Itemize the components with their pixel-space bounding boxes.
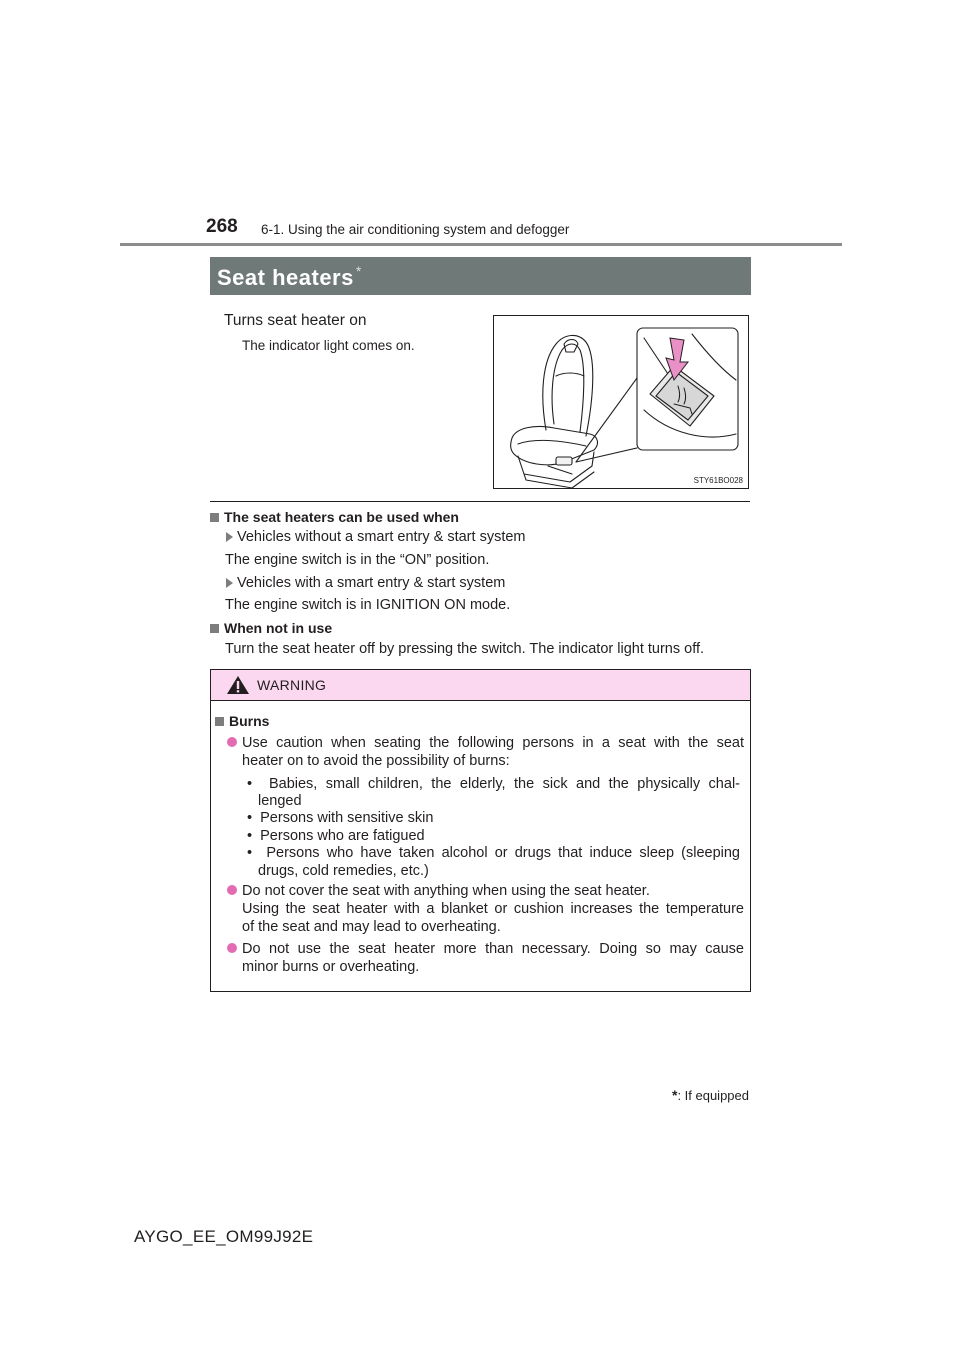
person-item-3: • Persons who are fatigued (247, 828, 425, 844)
info-heading-not-in-use (210, 620, 332, 636)
person-item-1-line-2: lenged (258, 793, 302, 809)
warning-bullet-1-text: Use caution when seating the following persons in a seat with the seat (242, 735, 744, 751)
section-equipped-marker: * (355, 263, 362, 279)
person-item-2-text: Persons with sensitive skin (260, 810, 434, 826)
condition-without-smart-entry-text: Vehicles without a smart entry & start system (237, 529, 526, 545)
warning-bullet-2-line-3: of the seat and may lead to overheating. (242, 919, 501, 935)
step-text: Turns seat heater on (224, 312, 367, 329)
pink-bullet-icon (227, 737, 237, 747)
warning-bullet-1-line-2: heater on to avoid the possibility of burns: (242, 753, 510, 769)
footnote-text: : If equipped (677, 1088, 749, 1103)
warning-bullet-2-line-2: Using the seat heater with a blanket or cushion increases the temperature (242, 901, 744, 917)
footnote (672, 1087, 749, 1103)
warning-header (211, 670, 750, 701)
square-bullet-icon (210, 513, 219, 522)
page-number: 268 (206, 216, 238, 237)
person-item-3-text: Persons who are fatigued (260, 828, 425, 844)
person-item-1-text: Babies, small children, the elderly, the sick and the physically chal- (268, 776, 740, 792)
condition-without-smart-entry-detail: The engine switch is in the “ON” position. (225, 552, 490, 568)
square-bullet-icon (210, 624, 219, 633)
square-bullet-icon (215, 717, 224, 726)
seat-heater-figure (493, 315, 749, 489)
seat-illustration-icon (494, 316, 750, 490)
person-item-4-line-1: • Persons who have taken alcohol or drugs that induce sleep (sleeping (247, 845, 740, 861)
person-item-4-line-2: drugs, cold remedies, etc.) (258, 863, 429, 879)
warning-bullet-2-line-1 (227, 882, 650, 900)
triangle-bullet-icon (226, 578, 233, 588)
pink-bullet-icon (227, 943, 237, 953)
pink-bullet-icon (227, 885, 237, 895)
footnote-marker: * (671, 1087, 678, 1103)
divider-rule (210, 501, 750, 502)
warning-heading-burns-text: Burns (229, 713, 270, 729)
section-bar (210, 257, 751, 295)
triangle-bullet-icon (226, 532, 233, 542)
header-rule (120, 243, 842, 246)
document-code: AYGO_EE_OM99J92E (134, 1227, 314, 1246)
person-item-1-line-1: • Babies, small children, the elderly, the sick and the physically chal- (247, 776, 740, 792)
warning-bullet-3-text: Do not use the seat heater more than necessary. Doing so may cause (242, 941, 744, 957)
chapter-title: 6-1. Using the air conditioning system and defogger (261, 222, 570, 237)
condition-without-smart-entry (226, 529, 526, 545)
not-in-use-detail: Turn the seat heater off by pressing the switch. The indicator light turns off. (225, 641, 705, 657)
warning-bullet-3-line-2: minor burns or overheating. (242, 959, 420, 975)
info-heading-not-in-use-text: When not in use (224, 620, 333, 636)
figure-code: STY61BO028 (693, 476, 743, 485)
warning-bullet-3-line-1 (227, 940, 744, 958)
step-subtext: The indicator light comes on. (242, 338, 415, 353)
person-item-4-text: Persons who have taken alcohol or drugs that induce sleep (sleeping (266, 845, 740, 861)
warning-triangle-icon (226, 675, 250, 695)
info-heading-can-use (210, 509, 459, 525)
warning-box (210, 669, 751, 992)
condition-with-smart-entry-detail: The engine switch is in IGNITION ON mode. (225, 597, 511, 613)
warning-bullet-1-line-1 (227, 734, 744, 752)
person-item-2: • Persons with sensitive skin (247, 810, 434, 826)
info-heading-can-use-text: The seat heaters can be used when (224, 509, 459, 525)
warning-label: WARNING (257, 677, 327, 693)
warning-heading-burns (215, 713, 269, 729)
warning-bullet-2-text: Do not cover the seat with anything when using the seat heater. (242, 883, 650, 899)
section-title (217, 263, 362, 291)
section-title-text: Seat heaters (217, 265, 354, 290)
condition-with-smart-entry (226, 575, 505, 591)
condition-with-smart-entry-text: Vehicles with a smart entry & start system (237, 575, 506, 591)
